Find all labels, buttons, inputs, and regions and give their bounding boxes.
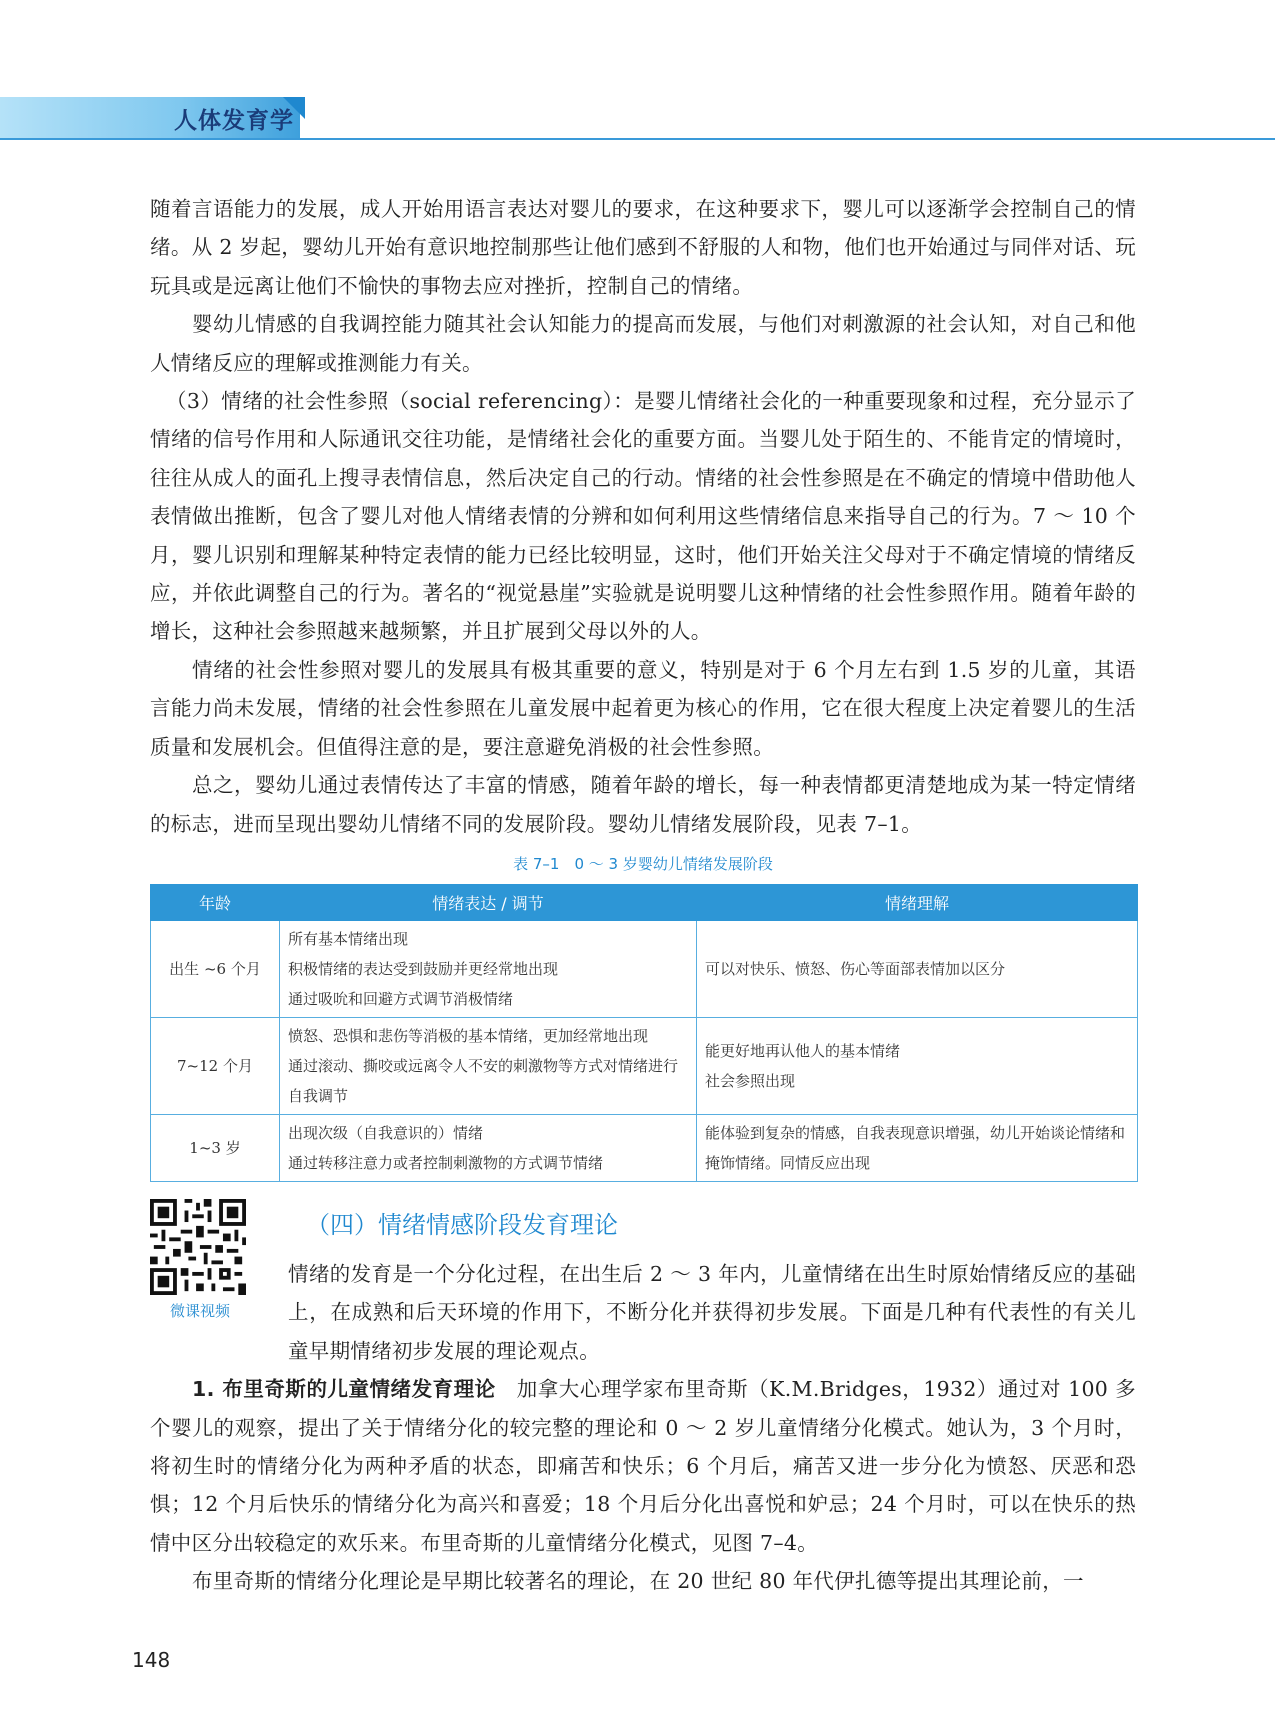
cell-age: 出生 ~6 个月: [151, 921, 280, 1018]
paragraph: [150, 1255, 1136, 1370]
cell-understanding: [697, 921, 1138, 1018]
cell-understanding: [697, 1115, 1138, 1182]
book-title: 人体发育学: [174, 108, 294, 134]
cell-expression: [280, 921, 697, 1018]
paragraph: 随着言语能力的发展，成人开始用语言表达对婴儿的要求，在这种要求下，婴儿可以逐渐学会控制自己的情绪。从 2 岁起，婴幼儿开始有意识地控制那些让他们感到不舒服的人和物，他们也开始通过与同伴对话、玩玩具或是远离让他们不愉快的事物去应对挫折，控制自己的情绪。: [150, 197, 1136, 298]
cell-line: 可以对快乐、愤怒、伤心等面部表情加以区分: [705, 960, 1006, 978]
table-row: [151, 1115, 1138, 1182]
subsection-text: 加拿大心理学家布里奇斯（K.M.Bridges，1932）通过对 100 多个婴儿的观察，提出了关于情绪分化的较完整的理论和 0 ～ 2 岁儿童情绪分化模式。她认为，3 个月时，将初生时的情绪分化为两种矛盾的状态，即痛苦和快乐；6 个月后，痛苦又进一步分化为愤怒、厌恶和恐惧；12 个月后快乐的情绪分化为高兴和喜爱；18 个月后分化出喜悦和妒忌；24 个月时，可以在快乐的热情中区分出较稳定的欢乐来。布里奇斯的儿童情绪分化模式，见图 7–4。: [150, 1377, 1136, 1555]
cell-line: 积极情绪的表达受到鼓励并更经常地出现: [288, 960, 559, 978]
table-header-row: [151, 885, 1138, 921]
paragraph: 情绪的社会性参照对婴儿的发展具有极其重要的意义，特别是对于 6 个月左右到 1.5 岁的儿童，其语言能力尚未发展，情绪的社会性参照在儿童发展中起着更为核心的作用，它在很大程度上决定着婴儿的生活质量和发展机会。但值得注意的是，要注意避免消极的社会性参照。: [150, 657, 1136, 759]
cell-line: 愤怒、恐惧和悲伤等消极的基本情绪，更加经常地出现: [288, 1027, 649, 1045]
cell-age: 7~12 个月: [151, 1018, 280, 1115]
section-intro: 情绪的发育是一个分化过程，在出生后 2 ～ 3 年内，儿童情绪在出生时原始情绪反应的基础上，在成熟和后天环境的作用下，不断分化并获得初步发展。下面是几种有代表性的有关儿童早期情绪初步发展的理论观点。: [288, 1262, 1136, 1363]
cell-understanding: [697, 1018, 1138, 1115]
cell-line: 能更好地再认他人的基本情绪: [705, 1042, 901, 1060]
header-rule: [0, 138, 1275, 140]
paragraph: （3）情绪的社会性参照（social referencing）：是婴儿情绪社会化的一种重要现象和过程，充分显示了情绪的信号作用和人际通讯交往功能，是情绪社会化的重要方面。当婴儿处于陌生的、不能肯定的情境时，往往从成人的面孔上搜寻表情信息，然后决定自己的行动。情绪的社会性参照是在不确定的情境中借助他人表情做出推断，包含了婴儿对他人情绪表情的分辨和如何利用这些情绪信息来指导自己的行为。7 ～ 10 个月，婴儿识别和理解某种特定表情的能力已经比较明显，这时，他们开始关注父母对于不确定情境的情绪反应，并依此调整自己的行为。著名的“视觉悬崖”实验就是说明婴儿这种情绪的社会性参照作用。随着年龄的增长，这种社会参照越来越频繁，并且扩展到父母以外的人。: [150, 389, 1136, 644]
cell-line: 出现次级（自我意识的）情绪: [288, 1124, 484, 1142]
cell-line: 所有基本情绪出现: [288, 930, 409, 948]
page-number: 148: [132, 1648, 171, 1672]
cell-line: 能体验到复杂的情感，自我表现意识增强，幼儿开始谈论情绪和掩饰情绪。同情反应出现: [705, 1124, 1126, 1172]
table-row: [151, 921, 1138, 1018]
column-header-age: 年龄: [151, 885, 280, 921]
cell-line: 通过转移注意力或者控制刺激物的方式调节情绪: [288, 1154, 604, 1172]
column-header-understanding: 情绪理解: [697, 885, 1138, 921]
running-header: [0, 0, 1275, 134]
qr-label: 微课视频: [169, 1302, 230, 1320]
cell-line: 社会参照出现: [705, 1072, 796, 1090]
subsection-heading: 1. 布里奇斯的儿童情绪发育理论: [192, 1377, 496, 1402]
cell-line: 通过吸吮和回避方式调节消极情绪: [288, 990, 514, 1008]
section-heading: （四）情绪情感阶段发育理论: [306, 1211, 618, 1239]
paragraph: 总之，婴幼儿通过表情传达了丰富的情感，随着年龄的增长，每一种表情都更清楚地成为某一特定情绪的标志，进而呈现出婴幼儿情绪不同的发展阶段。婴幼儿情绪发展阶段，见表 7–1。: [150, 773, 1136, 836]
cell-line: 通过滚动、撕咬或远离令人不安的刺激物等方式对情绪进行自我调节: [288, 1057, 679, 1105]
cell-age: 1~3 岁: [151, 1115, 280, 1182]
cell-expression: [280, 1115, 697, 1182]
paragraph: [150, 1370, 1136, 1562]
cell-expression: [280, 1018, 697, 1115]
paragraph: 布里奇斯的情绪分化理论是早期比较著名的理论，在 20 世纪 80 年代伊扎德等提出其理论前，一: [192, 1569, 1084, 1594]
emotion-development-table: [150, 884, 1138, 1182]
paragraph: 婴幼儿情感的自我调控能力随其社会认知能力的提高而发展，与他们对刺激源的社会认知，对自己和他人情绪反应的理解或推测能力有关。: [150, 312, 1136, 375]
body-text-top: [150, 190, 1136, 843]
body-text-bottom: [150, 1255, 1136, 1601]
column-header-expression: 情绪表达 / 调节: [280, 885, 697, 921]
table-row: [151, 1018, 1138, 1115]
table-caption: 表 7–1 0 ～ 3 岁婴幼儿情绪发展阶段: [513, 855, 773, 873]
